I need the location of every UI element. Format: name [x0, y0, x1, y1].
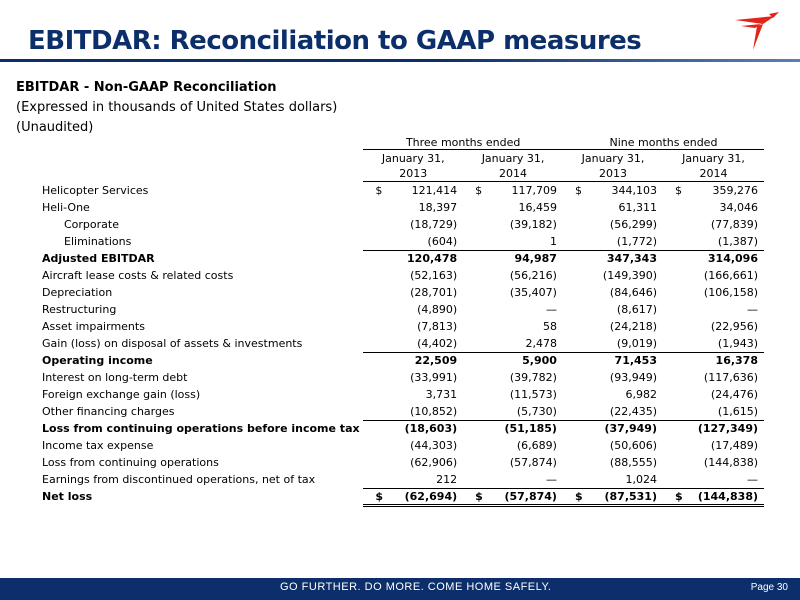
currency-symbol: $ — [663, 488, 683, 505]
cell-value: (22,956) — [710, 320, 758, 333]
cell-value: — — [747, 303, 758, 316]
row-label: Corporate — [64, 218, 119, 231]
currency-symbol — [663, 284, 683, 301]
title-divider — [0, 59, 800, 62]
currency-symbol — [363, 267, 383, 284]
row-label: Net loss — [42, 490, 93, 503]
cell-value: (24,218) — [609, 320, 657, 333]
cell-value: (50,606) — [609, 439, 657, 452]
cell-value: 117,709 — [511, 184, 557, 197]
table-row — [28, 420, 764, 437]
cell-value: (22,435) — [609, 404, 657, 418]
cell-value: (18,729) — [410, 218, 458, 231]
cell-value: (28,701) — [410, 286, 458, 299]
currency-symbol — [463, 352, 483, 369]
currency-symbol — [463, 301, 483, 318]
cell-value: (5,730) — [516, 404, 557, 418]
currency-symbol — [563, 403, 583, 420]
table-row — [28, 233, 764, 250]
currency-symbol — [663, 437, 683, 454]
page-number: Page 30 — [750, 582, 788, 593]
cell-value: (24,476) — [710, 388, 758, 401]
currency-symbol — [563, 199, 583, 216]
row-label: Helicopter Services — [42, 184, 149, 197]
currency-symbol — [463, 267, 483, 284]
table-row — [28, 488, 764, 505]
date-header: January 31, 2013 — [363, 151, 463, 182]
cell-value: (93,949) — [609, 371, 657, 384]
table-row — [28, 403, 764, 420]
cell-value: 359,276 — [712, 184, 758, 197]
cell-value: (88,555) — [609, 456, 657, 469]
currency-symbol — [363, 250, 383, 267]
report-title: EBITDAR - Non-GAAP Reconciliation — [16, 80, 277, 95]
currency-symbol: $ — [475, 184, 483, 197]
date-header-row — [28, 151, 764, 182]
cell-value: 71,453 — [583, 352, 663, 369]
cell-value: (52,163) — [410, 269, 458, 282]
cell-value: (9,019) — [616, 336, 657, 350]
table-row — [28, 352, 764, 369]
currency-symbol — [463, 233, 483, 250]
cell-value: (57,874) — [509, 456, 557, 469]
currency-symbol — [663, 335, 683, 352]
cell-value: (77,839) — [710, 218, 758, 231]
row-label: Foreign exchange gain (loss) — [42, 388, 201, 401]
currency-symbol — [663, 233, 683, 250]
reconciliation-table — [28, 134, 764, 507]
currency-symbol — [463, 471, 483, 488]
cell-value: 5,900 — [483, 352, 563, 369]
cell-value: 347,343 — [583, 250, 663, 267]
slide-title: EBITDAR: Reconciliation to GAAP measures — [28, 26, 642, 56]
date-header: January 31, 2013 — [563, 151, 663, 182]
currency-symbol — [363, 403, 383, 420]
table-row — [28, 199, 764, 216]
row-label: Income tax expense — [42, 439, 154, 452]
currency-symbol — [563, 352, 583, 369]
cell-value: 1,024 — [625, 472, 657, 486]
currency-symbol — [663, 403, 683, 420]
currency-symbol — [363, 454, 383, 471]
cell-value: (1,615) — [717, 404, 758, 418]
currency-symbol — [463, 216, 483, 233]
table-row — [28, 284, 764, 301]
currency-symbol — [563, 369, 583, 386]
row-label: Loss from continuing operations — [42, 456, 219, 469]
table-row — [28, 267, 764, 284]
row-label: Other financing charges — [42, 405, 175, 418]
cell-value: (17,489) — [710, 439, 758, 452]
currency-symbol — [363, 233, 383, 250]
table-row — [28, 318, 764, 335]
currency-symbol — [563, 318, 583, 335]
cell-value: 18,397 — [418, 201, 458, 214]
currency-symbol — [563, 267, 583, 284]
currency-symbol — [663, 267, 683, 284]
cell-value: (166,661) — [703, 269, 758, 282]
cell-value: (10,852) — [410, 404, 458, 418]
cell-value: (6,689) — [516, 439, 557, 452]
cell-value: (18,603) — [383, 420, 463, 437]
currency-symbol — [463, 335, 483, 352]
cell-value: (1,943) — [717, 336, 758, 350]
table-row — [28, 471, 764, 488]
currency-symbol: $ — [563, 488, 583, 505]
cell-value: (56,299) — [609, 218, 657, 231]
currency-symbol: $ — [463, 488, 483, 505]
currency-symbol — [563, 250, 583, 267]
cell-value: (4,890) — [417, 303, 458, 316]
row-label: Earnings from discontinued operations, net of tax — [42, 473, 316, 486]
currency-symbol — [663, 369, 683, 386]
currency-symbol — [563, 454, 583, 471]
currency-symbol: $ — [375, 184, 383, 197]
currency-symbol — [363, 335, 383, 352]
currency-symbol — [663, 250, 683, 267]
currency-symbol — [563, 420, 583, 437]
row-label: Eliminations — [64, 235, 132, 248]
cell-value: 94,987 — [483, 250, 563, 267]
row-label: Depreciation — [42, 286, 113, 299]
currency-symbol — [563, 284, 583, 301]
cell-value: 121,414 — [411, 184, 458, 197]
cell-value: (127,349) — [683, 420, 764, 437]
cell-value: 22,509 — [383, 352, 463, 369]
currency-symbol: $ — [574, 184, 582, 197]
table-row — [28, 250, 764, 267]
three-months-header: Three months ended — [363, 136, 563, 150]
table-row — [28, 335, 764, 352]
cell-value: (87,531) — [583, 488, 663, 505]
cell-value: 212 — [436, 472, 458, 486]
currency-symbol — [563, 233, 583, 250]
cell-value: 61,311 — [618, 201, 657, 214]
cell-value: (144,838) — [683, 488, 764, 505]
row-label: Gain (loss) on disposal of assets & investments — [42, 337, 303, 350]
currency-symbol — [463, 454, 483, 471]
currency-symbol — [363, 301, 383, 318]
unaudited-note: (Unaudited) — [16, 120, 94, 135]
currency-symbol — [663, 318, 683, 335]
cell-value: 1 — [549, 234, 557, 248]
cell-value: (8,617) — [616, 303, 657, 316]
currency-symbol — [463, 437, 483, 454]
currency-symbol — [463, 250, 483, 267]
cell-value: (39,782) — [509, 371, 557, 384]
row-label: Aircraft lease costs & related costs — [42, 269, 234, 282]
cell-value: 314,096 — [683, 250, 764, 267]
nine-months-header: Nine months ended — [563, 136, 764, 150]
date-header: January 31, 2014 — [463, 151, 563, 182]
cell-value: (62,906) — [410, 456, 458, 469]
currency-symbol — [363, 352, 383, 369]
currency-symbol — [663, 301, 683, 318]
row-label: Adjusted EBITDAR — [42, 252, 155, 265]
cell-value: (7,813) — [417, 320, 458, 333]
cell-value: (37,949) — [583, 420, 663, 437]
row-label: Operating income — [42, 354, 153, 367]
cell-value: (39,182) — [509, 218, 557, 231]
currency-symbol — [363, 386, 383, 403]
cell-value: (44,303) — [410, 439, 458, 452]
cell-value: (106,158) — [703, 286, 758, 299]
cell-value: (604) — [427, 234, 458, 248]
row-label: Heli-One — [42, 201, 90, 214]
period-header-row — [28, 134, 764, 151]
currency-symbol — [463, 369, 483, 386]
company-logo-icon — [733, 12, 781, 52]
footer-slogan: GO FURTHER. DO MORE. COME HOME SAFELY. — [280, 581, 552, 593]
table-row — [28, 454, 764, 471]
report-heading — [16, 78, 337, 138]
cell-value: 16,459 — [518, 201, 557, 214]
cell-value: — — [545, 303, 557, 316]
cell-value: (84,646) — [609, 286, 657, 299]
table-row — [28, 182, 764, 199]
cell-value: (117,636) — [703, 371, 758, 384]
currency-symbol: $ — [363, 488, 383, 505]
currency-symbol — [363, 284, 383, 301]
cell-value: — — [545, 472, 557, 486]
cell-value: 16,378 — [683, 352, 764, 369]
currency-symbol — [663, 420, 683, 437]
currency-symbol — [663, 454, 683, 471]
cell-value: 6,982 — [625, 388, 657, 401]
cell-value: (56,216) — [509, 269, 557, 282]
currency-symbol — [663, 471, 683, 488]
cell-value: (51,185) — [483, 420, 563, 437]
row-label: Asset impairments — [42, 320, 145, 333]
row-label: Loss from continuing operations before income tax — [42, 422, 360, 435]
cell-value: (149,390) — [602, 269, 657, 282]
currency-symbol — [563, 301, 583, 318]
currency-symbol — [663, 352, 683, 369]
cell-value: 2,478 — [525, 336, 557, 350]
row-label: Interest on long-term debt — [42, 371, 188, 384]
table-row — [28, 301, 764, 318]
cell-value: (144,838) — [703, 456, 758, 469]
currency-symbol — [463, 403, 483, 420]
cell-value: 34,046 — [719, 201, 758, 214]
currency-symbol — [563, 335, 583, 352]
currency-symbol — [363, 216, 383, 233]
currency-symbol — [463, 386, 483, 403]
currency-symbol — [663, 386, 683, 403]
currency-symbol — [463, 318, 483, 335]
cell-value: 3,731 — [425, 388, 458, 401]
cell-value: — — [747, 472, 758, 486]
currency-symbol — [363, 369, 383, 386]
currency-symbol — [663, 199, 683, 216]
currency-symbol — [563, 216, 583, 233]
cell-value: (4,402) — [417, 336, 458, 350]
cell-value: (35,407) — [509, 286, 557, 299]
currency-symbol — [563, 437, 583, 454]
cell-value: 120,478 — [383, 250, 463, 267]
cell-value: 344,103 — [611, 184, 657, 197]
cell-value: (62,694) — [383, 488, 463, 505]
currency-symbol: $ — [675, 184, 682, 197]
cell-value: (1,387) — [717, 234, 758, 248]
currency-symbol — [463, 199, 483, 216]
date-header: January 31, 2014 — [663, 151, 764, 182]
currency-symbol — [363, 318, 383, 335]
currency-symbol — [663, 216, 683, 233]
cell-value: 58 — [542, 320, 557, 333]
cell-value: (57,874) — [483, 488, 563, 505]
currency-symbol — [363, 471, 383, 488]
cell-value: (11,573) — [509, 388, 557, 401]
currency-note: (Expressed in thousands of United States dollars) — [16, 100, 338, 115]
row-label: Restructuring — [42, 303, 117, 316]
currency-symbol — [463, 284, 483, 301]
footer-bar — [0, 578, 800, 600]
table-row — [28, 216, 764, 233]
table-row — [28, 386, 764, 403]
table-row — [28, 437, 764, 454]
currency-symbol — [363, 437, 383, 454]
currency-symbol — [363, 199, 383, 216]
cell-value: (33,991) — [410, 371, 458, 384]
currency-symbol — [363, 420, 383, 437]
currency-symbol — [463, 420, 483, 437]
cell-value: (1,772) — [616, 234, 657, 248]
currency-symbol — [563, 471, 583, 488]
currency-symbol — [563, 386, 583, 403]
table-row — [28, 369, 764, 386]
